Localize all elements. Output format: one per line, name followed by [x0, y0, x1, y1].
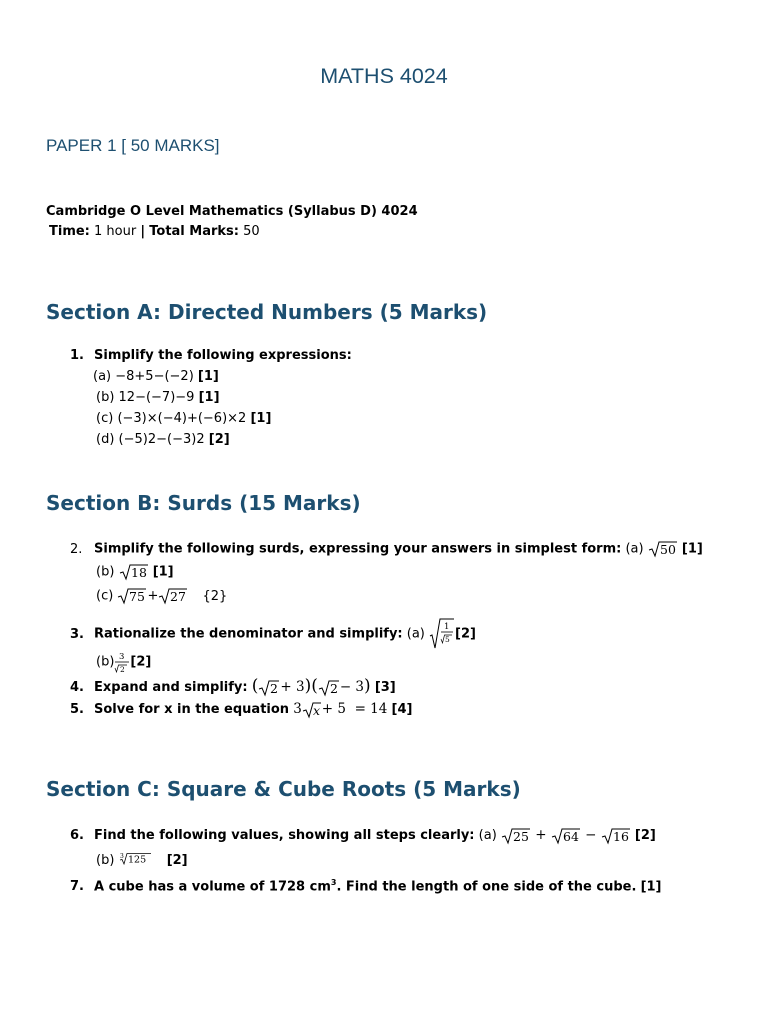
question-6b — [96, 852, 188, 870]
part-label: (a) — [478, 828, 497, 843]
term-tail: − 3 — [339, 679, 365, 695]
part-mark: [2] — [208, 432, 230, 447]
fraction — [114, 650, 130, 674]
section-b-heading: Section B: Surds (15 Marks) — [46, 491, 361, 515]
part-mark: [1] — [640, 879, 662, 895]
paper-label: PAPER 1 [ 50 MARKS] — [46, 136, 220, 155]
fraction-denominator: 2 — [120, 665, 126, 674]
question-number: 2. — [70, 541, 83, 557]
cube-root-radical — [119, 852, 153, 866]
question-text-end: . Find the length of one side of the cube. — [336, 879, 637, 895]
part-label: (b) — [96, 564, 115, 580]
section-c-heading: Section C: Square & Cube Roots (5 Marks) — [46, 777, 521, 801]
part-expression: (−3)×(−4)+(−6)×2 — [117, 411, 247, 426]
radicand: 16 — [612, 828, 629, 844]
question-2 — [70, 540, 703, 559]
question-text: Expand and simplify: — [94, 680, 248, 695]
total-marks-label: Total Marks: — [149, 224, 239, 239]
question-text: Solve for x in the equation — [94, 702, 290, 717]
question-text: Simplify the following surds, expressing your answers in simplest form: — [94, 541, 622, 557]
sqrt-radical — [302, 701, 322, 719]
fraction-denominator: 5 — [445, 635, 450, 644]
part-mark: [4] — [391, 702, 413, 717]
time-label: Time: — [49, 224, 90, 239]
fraction-numerator: 1 — [444, 622, 450, 632]
part-label: (c) — [96, 588, 114, 604]
question-text: Rationalize the denominator and simplify: — [94, 626, 403, 642]
part-mark: [2] — [130, 654, 152, 670]
operator: + — [535, 827, 547, 843]
time-marks-line — [49, 224, 260, 239]
question-3b — [96, 650, 151, 674]
sqrt-radical — [601, 827, 631, 845]
radicand: 2 — [329, 680, 338, 696]
sqrt-radical — [501, 827, 531, 845]
part-label: (a) — [406, 626, 425, 642]
sqrt-radical — [648, 540, 678, 558]
part-expression: (−5)2−(−3)2 — [118, 432, 205, 447]
term-tail: + 3 — [280, 679, 305, 695]
equation — [293, 701, 387, 717]
radicand: x — [312, 702, 320, 718]
part-label: (a) — [625, 541, 644, 557]
part-label: (b) — [96, 654, 115, 670]
question-3 — [70, 618, 476, 650]
expression — [501, 827, 631, 843]
question-number: 4. — [70, 680, 84, 695]
sqrt-of-fraction — [429, 618, 455, 650]
question-5 — [70, 700, 412, 719]
sqrt-radical — [258, 679, 280, 697]
question-number: 3. — [70, 626, 84, 642]
part-mark: {2} — [202, 588, 228, 604]
question-6 — [70, 826, 656, 845]
part-mark: [1] — [681, 541, 703, 557]
question-text: Simplify the following expressions: — [94, 348, 352, 363]
question-number: 5. — [70, 702, 84, 717]
part-mark: [2] — [634, 828, 656, 843]
part-label: (d) — [96, 432, 115, 447]
total-marks-value: 50 — [243, 224, 260, 239]
radicand: 27 — [170, 589, 187, 604]
radicand: 50 — [659, 542, 676, 557]
superscript: 3 — [330, 878, 337, 887]
radicand: 125 — [127, 854, 146, 866]
sqrt-radical — [158, 587, 188, 605]
radicand: 25 — [512, 828, 529, 844]
radicand: 75 — [129, 589, 146, 604]
part-label: (c) — [96, 411, 114, 426]
part-mark: [1] — [198, 390, 220, 405]
question-1b — [96, 389, 220, 407]
part-mark: [1] — [152, 564, 174, 580]
equation-tail: + 5 = 14 — [321, 701, 388, 717]
part-mark: [1] — [250, 411, 272, 426]
sqrt-radical — [119, 563, 149, 581]
question-1 — [70, 347, 352, 365]
question-text: A cube has a volume of 1728 cm — [94, 879, 331, 895]
question-2b — [96, 563, 174, 582]
part-expression: (a) −8+5−(−2) — [93, 369, 194, 384]
sqrt-radical — [318, 679, 340, 697]
time-value: 1 hour — [94, 224, 137, 239]
question-2c — [96, 587, 227, 606]
question-number: 6. — [70, 828, 84, 843]
section-a-heading: Section A: Directed Numbers (5 Marks) — [46, 300, 488, 324]
expression: ( 2 + 3)( 2 − 3) — [251, 676, 371, 696]
question-1d — [96, 431, 230, 449]
radicand: 2 — [270, 680, 279, 696]
syllabus-line: Cambridge O Level Mathematics (Syllabus D) 4024 — [46, 204, 418, 219]
plus-sign: + — [147, 588, 159, 604]
radicand: 64 — [562, 828, 579, 844]
part-mark: [3] — [374, 680, 396, 695]
question-7 — [70, 874, 662, 896]
question-number: 7. — [70, 879, 84, 895]
question-text: Find the following values, showing all steps clearly: — [94, 828, 475, 843]
part-mark: [1] — [197, 369, 219, 384]
question-4 — [70, 677, 396, 697]
question-number: 1. — [70, 348, 84, 363]
sqrt-radical — [551, 827, 581, 845]
part-label: (b) — [96, 853, 115, 868]
question-1c — [96, 410, 271, 428]
question-1a — [93, 368, 219, 386]
sqrt-radical — [117, 587, 147, 605]
fraction-numerator: 3 — [119, 652, 125, 662]
part-mark: [2] — [455, 626, 476, 642]
root-index: 3 — [119, 853, 124, 860]
operator: − — [585, 827, 597, 843]
document-title: MATHS 4024 — [320, 64, 448, 88]
part-mark: [2] — [166, 853, 188, 868]
separator: | — [140, 224, 146, 239]
part-expression: (b) 12−(−7)−9 — [96, 390, 195, 405]
radicand: 18 — [130, 565, 147, 580]
coefficient: 3 — [293, 701, 302, 717]
